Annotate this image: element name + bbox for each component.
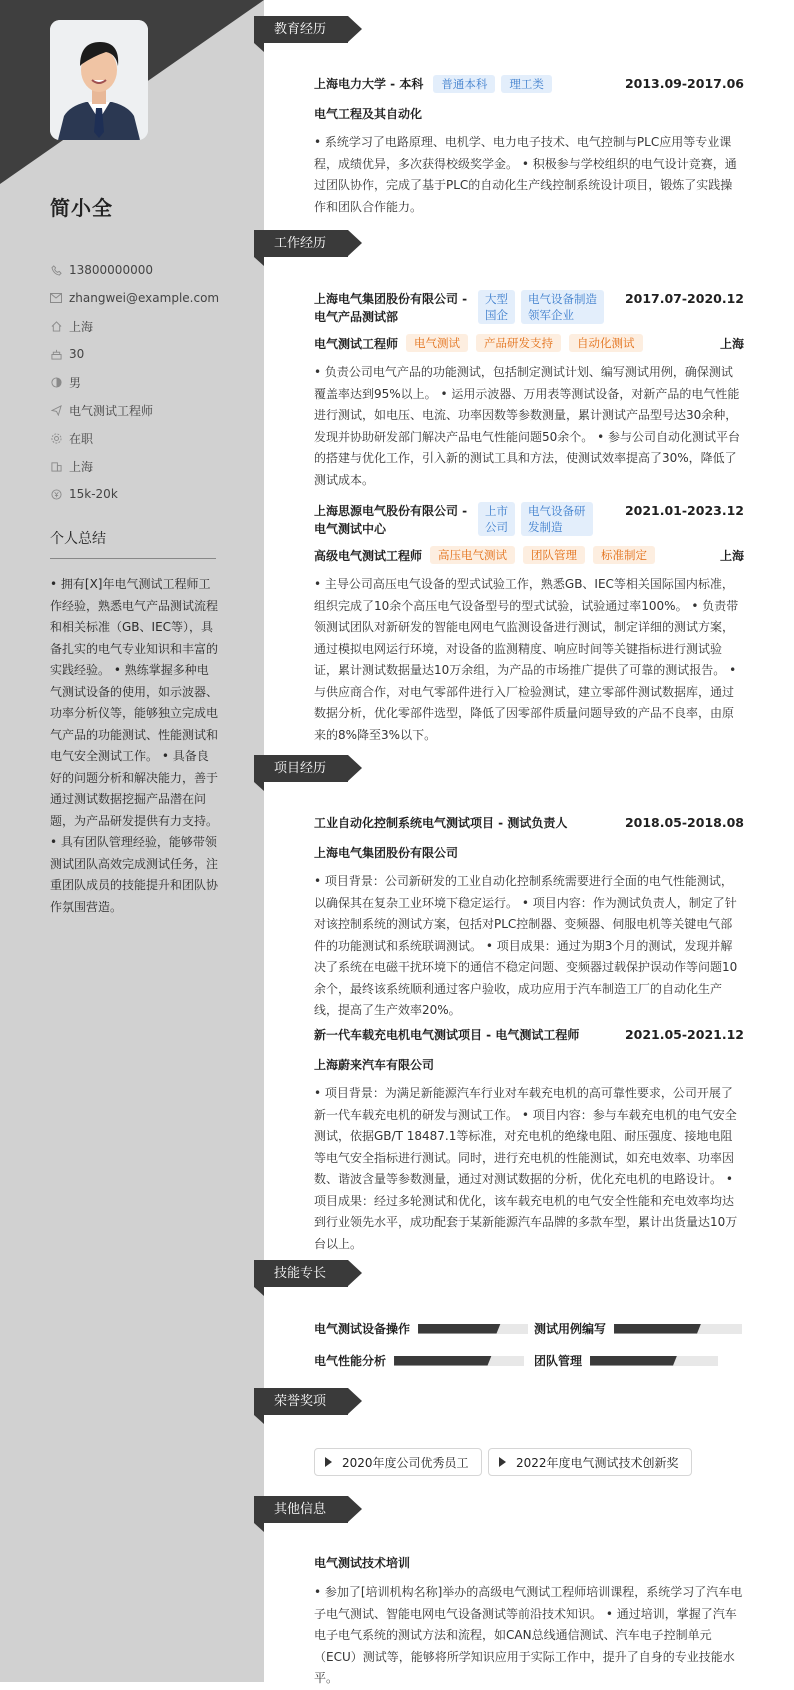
contact-gender bbox=[50, 368, 250, 396]
project-company: 上海蔚来汽车有限公司 bbox=[314, 1058, 435, 1072]
work-desc: • 负责公司电气产品的功能测试，包括制定测试计划、编写测试用例，确保测试覆盖率达到95%以上。 • 运用示波器、万用表等测试设备，对新产品的电气性能进行测试，如电压、电流、功率因数等参数测量，累计测试产品型号达30余种，发现并协助研发部门解决产品电气性能问题50余个。 • 参与公司自动化测试平台的搭建与优化工作，引入新的测试工具和方法，使测试效率提高了30%，降低了测试成本。 bbox=[314, 365, 740, 487]
company-tag: 大型 国企 bbox=[478, 290, 515, 324]
job-title: 电气测试工程师 bbox=[314, 336, 399, 351]
project-entry bbox=[314, 814, 744, 1022]
award-badge bbox=[314, 1448, 482, 1476]
education-tag: 理工类 bbox=[501, 75, 552, 93]
salary-text: 15k-20k bbox=[69, 487, 118, 501]
home-icon bbox=[50, 320, 62, 332]
work-entry bbox=[314, 290, 744, 491]
job-title: 高级电气测试工程师 bbox=[314, 548, 423, 563]
contact-age bbox=[50, 340, 250, 368]
project-desc: • 项目背景：为满足新能源汽车行业对车载充电机的高可靠性要求，公司开展了新一代车载充电机的研发与测试工作。 • 项目内容：参与车载充电机的电气安全测试，依据GB/T 18487.1等标准，对充电机的绝缘电阻、耐压强度、接地电阻等电气安全指标进行测试。同时，进行充电机的性能测试，如充电效率、功率因数、谐波含量等参数测量，通过对测试数据的分析，优化充电机的电路设计。 • 项目成果：经过多轮测试和优化，该车载充电机的电气安全性能和充电效率均达到行业领先水平，成功配套于某新能源汽车品牌的多款车型，累计出货量达10万台以上。 bbox=[314, 1086, 738, 1251]
skill-bar-fill bbox=[394, 1356, 492, 1366]
work-date: 2017.07-2020.12 bbox=[624, 291, 744, 306]
phone-text: 13800000000 bbox=[69, 263, 153, 277]
award-text: 2020年度公司优秀员工 bbox=[342, 1455, 469, 1470]
skill-tag: 自动化测试 bbox=[569, 334, 643, 352]
contact-work-city bbox=[50, 452, 250, 480]
skill-item bbox=[534, 1352, 718, 1369]
mail-icon bbox=[50, 292, 62, 304]
company-tag: 上市 公司 bbox=[478, 502, 515, 536]
major: 电气工程及其自动化 bbox=[314, 107, 423, 121]
skill-bar bbox=[590, 1356, 718, 1366]
skill-name: 电气测试设备操作 bbox=[314, 1322, 411, 1336]
contact-city bbox=[50, 312, 250, 340]
summary-title: 个人总结 bbox=[50, 528, 216, 559]
contact-position bbox=[50, 396, 250, 424]
award-text: 2022年度电气测试技术创新奖 bbox=[516, 1455, 679, 1470]
skill-tag: 标准制定 bbox=[593, 546, 655, 564]
contact-salary bbox=[50, 480, 250, 508]
project-date: 2018.05-2018.08 bbox=[624, 815, 744, 830]
section-title: 其他信息 bbox=[254, 1496, 348, 1523]
section-title: 工作经历 bbox=[254, 230, 348, 257]
skill-tag: 产品研发支持 bbox=[476, 334, 561, 352]
candidate-name: 简小全 bbox=[50, 196, 113, 220]
work-entry bbox=[314, 502, 744, 746]
project-entry bbox=[314, 1026, 744, 1255]
work-desc: • 主导公司高压电气设备的型式试验工作，熟悉GB、IEC等相关国际国内标准，组织完成了10余个高压电气设备型号的型式试验，试验通过率100%。 • 负责带领测试团队对新研发的智能电网电气监测设备进行测试，制定详细的测试方案，通过模拟电网运行环境，对设备的监测精度、响应时间等关键指标进行测试验证，累计测试数据量达10万余组，为产品的市场推广提供了可靠的测试报告。 • 与供应商合作，对电气零部件进行入厂检验测试，建立零部件测试数据库，通过数据分析，优化零部件选型，降低了因零部件质量问题导致的产品不良率，由原来的8%降至3%以下。 bbox=[314, 577, 739, 742]
project-date: 2021.05-2021.12 bbox=[624, 1027, 744, 1042]
project-company: 上海电气集团股份有限公司 bbox=[314, 846, 459, 860]
section-title: 技能专长 bbox=[254, 1260, 348, 1287]
other-entry bbox=[314, 1554, 744, 1690]
contact-phone bbox=[50, 256, 250, 284]
section-header-education bbox=[254, 16, 362, 43]
skill-item bbox=[314, 1320, 528, 1337]
send-icon bbox=[50, 404, 62, 416]
skill-tag: 高压电气测试 bbox=[430, 546, 515, 564]
education-entry bbox=[314, 75, 744, 218]
work-date: 2021.01-2023.12 bbox=[624, 503, 744, 518]
section-header-other bbox=[254, 1496, 362, 1523]
status-text: 在职 bbox=[69, 431, 94, 446]
company-tag: 电气设备制造 领军企业 bbox=[521, 290, 604, 324]
project-title: 工业自动化控制系统电气测试项目 - 测试负责人 bbox=[314, 816, 568, 830]
skill-item bbox=[534, 1320, 742, 1337]
gender-text: 男 bbox=[69, 375, 82, 390]
section-header-awards bbox=[254, 1388, 362, 1415]
section-title: 教育经历 bbox=[254, 16, 348, 43]
work-location: 上海 bbox=[719, 336, 744, 351]
skill-bar bbox=[418, 1324, 528, 1334]
company-name: 上海思源电气股份有限公司 - 电气测试中心 bbox=[314, 504, 468, 536]
section-header-projects bbox=[254, 755, 362, 782]
company-tag: 电气设备研 发制造 bbox=[521, 502, 593, 536]
skill-tag: 团队管理 bbox=[523, 546, 585, 564]
contact-list bbox=[50, 256, 250, 508]
email-text: zhangwei@example.com bbox=[69, 291, 220, 305]
work-city-text: 上海 bbox=[69, 459, 94, 474]
play-icon bbox=[325, 1457, 332, 1467]
other-title: 电气测试技术培训 bbox=[314, 1556, 411, 1570]
skill-name: 电气性能分析 bbox=[314, 1354, 387, 1368]
education-tag: 普通本科 bbox=[433, 75, 495, 93]
skill-bar-fill bbox=[614, 1324, 701, 1334]
education-desc: • 系统学习了电路原理、电机学、电力电子技术、电气控制与PLC应用等专业课程，成绩优异，多次获得校级奖学金。 • 积极参与学校组织的电气设计竞赛，通过团队协作，完成了基于PLC的自动化生产线控制系统设计项目，锻炼了实践操作和团队合作能力。 bbox=[314, 135, 737, 214]
skill-item bbox=[314, 1352, 524, 1369]
skill-bar bbox=[394, 1356, 524, 1366]
avatar bbox=[50, 20, 148, 140]
cake-icon bbox=[50, 348, 62, 360]
contact-status bbox=[50, 424, 250, 452]
education-date: 2013.09-2017.06 bbox=[624, 76, 744, 91]
work-location: 上海 bbox=[719, 548, 744, 563]
status-icon bbox=[50, 432, 62, 444]
section-title: 荣誉奖项 bbox=[254, 1388, 348, 1415]
skill-name: 团队管理 bbox=[534, 1354, 583, 1368]
project-title: 新一代车载充电机电气测试项目 - 电气测试工程师 bbox=[314, 1028, 580, 1042]
other-desc: • 参加了[培训机构名称]举办的高级电气测试工程师培训课程，系统学习了汽车电子电气测试、智能电网电气设备测试等前沿技术知识。 • 通过培训，掌握了汽车电子电气系统的测试方法和流程，如CAN总线通信测试、汽车电子控制单元（ECU）测试等，能够将所学知识应用于实际工作中，提升了自身的专业技能水平。 bbox=[314, 1585, 743, 1685]
contact-email bbox=[50, 284, 250, 312]
section-header-work bbox=[254, 230, 362, 257]
project-desc: • 项目背景：公司新研发的工业自动化控制系统需要进行全面的电气性能测试，以确保其在复杂工业环境下稳定运行。 • 项目内容：作为测试负责人，制定了针对该控制系统的测试方案，包括对PLC控制器、变频器、伺服电机等关键电气部件的功能测试和系统联调测试。 • 项目成果：通过为期3个月的测试，发现并解决了系统在电磁干扰环境下的通信不稳定问题、变频器过载保护误动作等问题10余个，最终该系统顺利通过客户验收，成功应用于汽车制造工厂的自动化生产线，提高了生产效率20%。 bbox=[314, 874, 738, 1017]
gender-icon bbox=[50, 376, 62, 388]
skill-bar bbox=[614, 1324, 742, 1334]
sidebar bbox=[0, 0, 264, 1682]
play-icon bbox=[499, 1457, 506, 1467]
award-badge bbox=[488, 1448, 692, 1476]
salary-icon bbox=[50, 488, 62, 500]
position-text: 电气测试工程师 bbox=[69, 403, 154, 418]
company-name: 上海电气集团股份有限公司 - 电气产品测试部 bbox=[314, 292, 468, 324]
summary-text: • 拥有[X]年电气测试工程师工作经验，熟悉电气产品测试流程和相关标准（GB、IEC等），具备扎实的电气专业知识和丰富的实践经验。 • 熟练掌握多种电气测试设备的使用，如示波器、功率分析仪等，能够独立完成电气产品的功能测试、性能测试和电气安全测试工作。 • 具备良好的问题分析和解决能力，善于通过测试数据挖掘产品潜在问题，为产品研发提供有力支持。 • 具有团队管理经验，能够带领测试团队高效完成测试任务，注重团队成员的技能提升和团队协作氛围营造。 bbox=[50, 577, 219, 914]
section-title: 项目经历 bbox=[254, 755, 348, 782]
city-text: 上海 bbox=[69, 319, 94, 334]
building-icon bbox=[50, 460, 62, 472]
skill-bar-fill bbox=[418, 1324, 501, 1334]
skill-bar-fill bbox=[590, 1356, 677, 1366]
phone-icon bbox=[50, 264, 62, 276]
skill-tag: 电气测试 bbox=[406, 334, 468, 352]
section-header-skills bbox=[254, 1260, 362, 1287]
skill-name: 测试用例编写 bbox=[534, 1322, 607, 1336]
age-text: 30 bbox=[69, 347, 85, 361]
school-name: 上海电力大学 - 本科 bbox=[314, 77, 424, 91]
